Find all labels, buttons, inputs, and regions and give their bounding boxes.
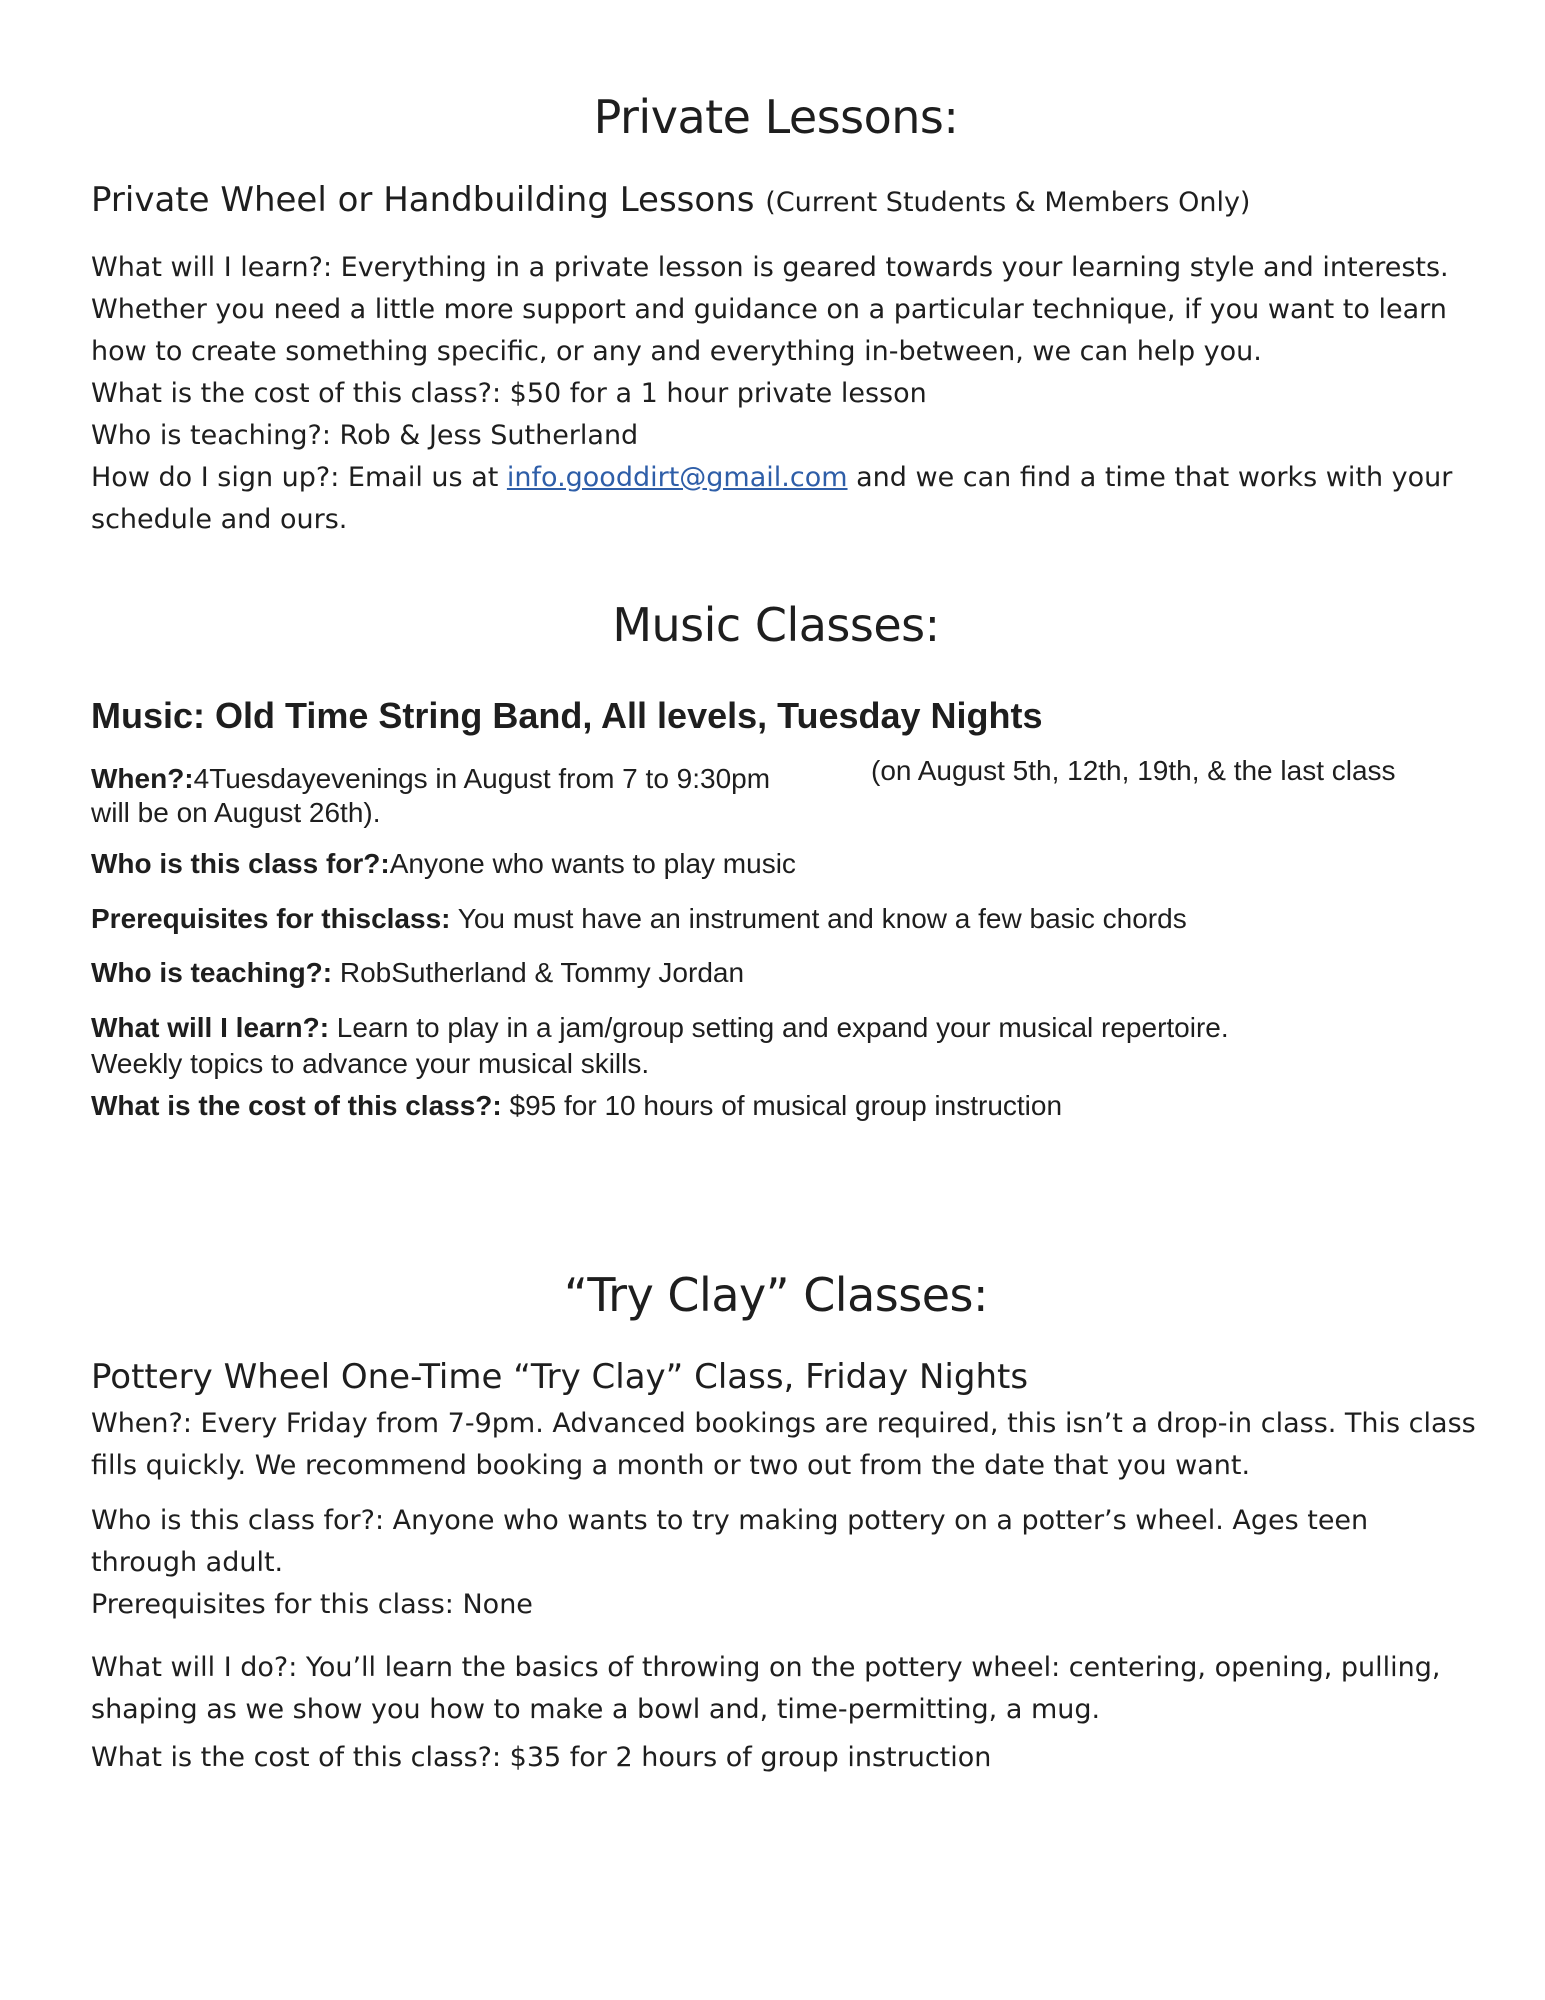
- private-signup-line-1: [91, 457, 1461, 499]
- private-lessons-title: Private Lessons:: [593, 90, 959, 144]
- signup-post: and we can find a time that works with your: [847, 462, 1453, 493]
- music-prereq: [91, 900, 1481, 937]
- private-subtitle-text: Private Wheel or Handbuilding Lessons: [91, 180, 755, 220]
- music-cost-label: What is the cost of this class?:: [91, 1090, 502, 1121]
- music-when-value: 4Tuesdayevenings in August from 7 to 9:30pm: [193, 763, 771, 794]
- try-clay-when-2: fills quickly. We recommend booking a month or two out from the date that you want.: [91, 1450, 1251, 1481]
- try-clay-subtitle: Pottery Wheel One-Time “Try Clay” Class, Friday Nights: [91, 1357, 1029, 1397]
- try-clay-for-1: Who is this class for?: Anyone who wants to try making pottery on a potter’s wheel. Ages teen: [91, 1505, 1369, 1536]
- music-learn-value: Learn to play in a jam/group setting and expand your musical repertoire.: [329, 1012, 1229, 1043]
- try-clay-do-2: shaping as we show you how to make a bowl and, time-permitting, a mug.: [91, 1694, 1101, 1725]
- music-teach-label: Who is teaching?:: [91, 957, 333, 988]
- try-clay-title: “Try Clay” Classes:: [564, 1268, 988, 1322]
- music-learn-2: Weekly topics to advance your musical skills.: [91, 1048, 650, 1079]
- music-learn-label: What will I learn?:: [91, 1012, 330, 1043]
- try-clay-prereq: Prerequisites for this class: None: [91, 1589, 533, 1620]
- email-link[interactable]: info.gooddirt@gmail.com: [506, 462, 848, 493]
- music-teach-value: RobSutherland & Tommy Jordan: [332, 957, 745, 988]
- try-clay-when-1: When?: Every Friday from 7-9pm. Advanced bookings are required, this isn’t a drop-in class. This class: [91, 1408, 1476, 1439]
- music-when: [91, 755, 1481, 797]
- signup-pre: How do I sign up?: Email us at: [91, 462, 507, 493]
- private-cost: What is the cost of this class?: $50 for a 1 hour private lesson: [91, 378, 927, 409]
- music-cost: [91, 1087, 1481, 1124]
- private-subtitle-note: (Current Students & Members Only): [765, 187, 1251, 218]
- try-clay-do-1: What will I do?: You’ll learn the basics of throwing on the pottery wheel: centering, opening, pulling,: [91, 1652, 1441, 1683]
- music-when-note: (on August 5th, 12th, 19th, & the last class: [871, 755, 1396, 786]
- private-learn-line-3: how to create something specific, or any and everything in-between, we can help you.: [91, 336, 1262, 367]
- music-classes-title: Music Classes:: [612, 598, 940, 652]
- private-lessons-subtitle: [91, 180, 1250, 220]
- try-clay-for-2: through adult.: [91, 1547, 284, 1578]
- music-prereq-value: You must have an instrument and know a few basic chords: [450, 903, 1187, 934]
- music-prereq-label: Prerequisites for thisclass:: [91, 903, 451, 934]
- music-teacher: [91, 954, 1481, 991]
- try-clay-cost: What is the cost of this class?: $35 for 2 hours of group instruction: [91, 1742, 992, 1773]
- private-learn-line-2: Whether you need a little more support and guidance on a particular technique, if you want to learn: [91, 294, 1447, 325]
- private-signup-line-2: schedule and ours.: [91, 504, 348, 535]
- music-for: [91, 845, 1481, 882]
- music-class-heading: Music: Old Time String Band, All levels, Tuesday Nights: [91, 695, 1043, 736]
- music-learn: [91, 1009, 1481, 1046]
- music-when-note-2: will be on August 26th).: [91, 797, 381, 828]
- music-for-label: Who is this class for?:: [91, 848, 390, 879]
- music-when-label: When?:: [91, 763, 194, 794]
- private-teacher: Who is teaching?: Rob & Jess Sutherland: [91, 420, 639, 451]
- private-learn-line-1: What will I learn?: Everything in a private lesson is geared towards your learning style and interests.: [91, 252, 1449, 283]
- music-for-value: Anyone who wants to play music: [389, 848, 796, 879]
- music-cost-value: $95 for 10 hours of musical group instruction: [501, 1090, 1063, 1121]
